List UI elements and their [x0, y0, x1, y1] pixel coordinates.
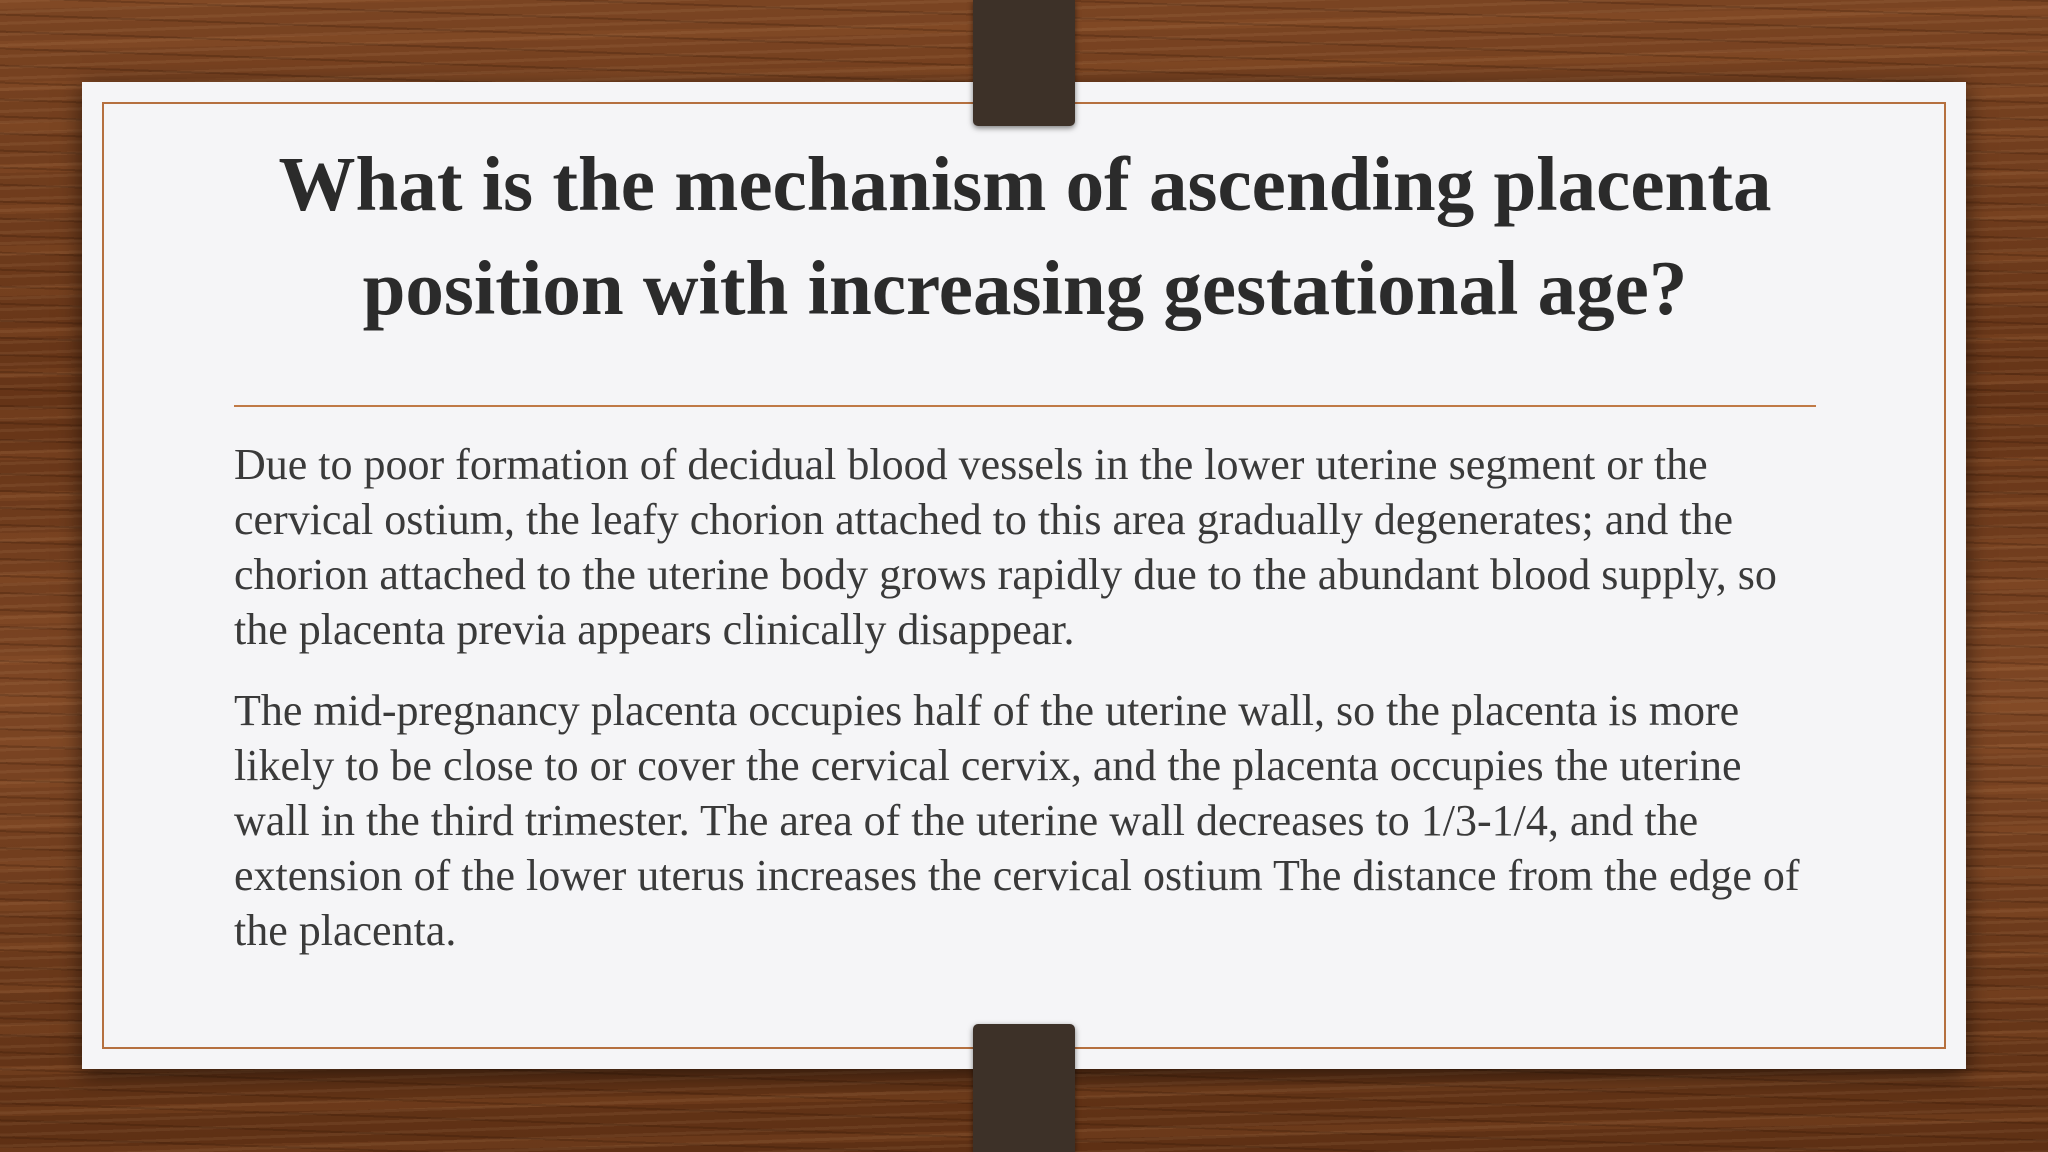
title-divider [234, 405, 1816, 407]
top-clip [973, 0, 1075, 126]
slide-body [234, 437, 1814, 984]
body-paragraph-1: Due to poor formation of decidual blood vessels in the lower uterine segment or the cervical ostium, the leafy chorion attached to this area gradually degenerates; and the chorion attached to the uterine body grows rapidly due to the abundant blood supply, so the placenta previa appears clinically disappear. [234, 440, 1777, 654]
slide-title: What is the mechanism of ascending placenta position with increasing gestational age? [278, 141, 1772, 331]
body-paragraph-2: The mid-pregnancy placenta occupies half of the uterine wall, so the placenta is more likely to be close to or cover the cervical cervix, and the placenta occupies the uterine wall in the third trimester. The area of the uterine wall decreases to 1/3-1/4, and the extension of the lower uterus increases the cervical ostium The distance from the edge of the placenta. [234, 686, 1800, 955]
bottom-clip [973, 1024, 1075, 1152]
